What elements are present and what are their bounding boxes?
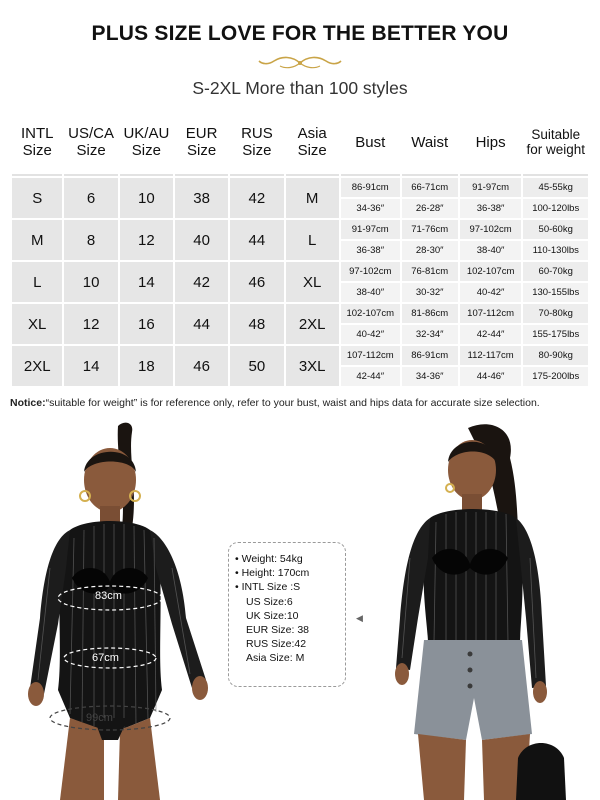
cell-bust-cm: 102-107cm	[341, 304, 400, 323]
cell-eur: 42	[175, 262, 228, 302]
cell-intl: S	[12, 178, 62, 218]
notice-text	[10, 397, 595, 409]
cell-us: 10	[64, 262, 117, 302]
model-asia-size: Asia Size: M	[246, 652, 305, 665]
cell-weight-kg: 70-80kg	[523, 304, 588, 323]
cell-us: 12	[64, 304, 117, 344]
cell-waist-cm: 71-76cm	[402, 220, 458, 239]
cell-intl: XL	[12, 304, 62, 344]
cell-intl: M	[12, 220, 62, 260]
cell-hips-cm: 97-102cm	[460, 220, 522, 239]
cell-waist-cm: 86-91cm	[402, 346, 458, 365]
cell-weight-lbs: 110-130lbs	[523, 241, 588, 260]
table-row	[12, 262, 588, 281]
cell-rus: 44	[230, 220, 283, 260]
model-height: • Height: 170cm	[235, 567, 310, 580]
header-bust: Bust	[341, 110, 400, 176]
header-ukau: UK/AU Size	[120, 110, 173, 176]
cell-weight-kg: 60-70kg	[523, 262, 588, 281]
cell-us: 6	[64, 178, 117, 218]
cell-bust-cm: 97-102cm	[341, 262, 400, 281]
table-row	[12, 220, 588, 239]
cell-weight-lbs: 100-120lbs	[523, 199, 588, 218]
model-eur-size: EUR Size: 38	[246, 624, 310, 637]
model-us-size: US Size:6	[246, 595, 293, 608]
cell-uk: 14	[120, 262, 173, 302]
pointer-arrow-icon: ◀	[356, 613, 363, 623]
header-usca: US/CA Size	[64, 110, 117, 176]
hips-measure-label: 99cm	[86, 712, 113, 724]
cell-uk: 18	[120, 346, 173, 386]
model-photo-front	[0, 418, 232, 800]
cell-bust-in: 38-40″	[341, 283, 400, 302]
model-info-box	[228, 542, 346, 687]
cell-intl: L	[12, 262, 62, 302]
cell-weight-kg: 80-90kg	[523, 346, 588, 365]
cell-eur: 46	[175, 346, 228, 386]
cell-asia: M	[286, 178, 339, 218]
model-uk-size: UK Size:10	[246, 609, 299, 622]
table-header-row	[12, 110, 588, 176]
cell-uk: 16	[120, 304, 173, 344]
header-rus: RUS Size	[230, 110, 283, 176]
header-asia: Asia Size	[286, 110, 339, 176]
cell-waist-in: 34-36″	[402, 367, 458, 386]
cell-weight-lbs: 130-155lbs	[523, 283, 588, 302]
cell-bust-cm: 107-112cm	[341, 346, 400, 365]
cell-hips-in: 42-44″	[460, 325, 522, 344]
cell-waist-in: 26-28″	[402, 199, 458, 218]
header-waist: Waist	[402, 110, 458, 176]
cell-waist-in: 30-32″	[402, 283, 458, 302]
cell-hips-in: 44-46″	[460, 367, 522, 386]
cell-bust-in: 34-36″	[341, 199, 400, 218]
cell-asia: XL	[286, 262, 339, 302]
cell-eur: 44	[175, 304, 228, 344]
cell-asia: 2XL	[286, 304, 339, 344]
table-row	[12, 346, 588, 365]
notice-label: Notice:	[10, 397, 46, 409]
cell-bust-in: 42-44″	[341, 367, 400, 386]
cell-bust-in: 36-38″	[341, 241, 400, 260]
cell-waist-cm: 66-71cm	[402, 178, 458, 197]
header-intl: INTL Size	[12, 110, 62, 176]
header-eur: EUR Size	[175, 110, 228, 176]
bust-measure-label: 83cm	[95, 590, 122, 602]
model-weight: • Weight: 54kg	[235, 553, 303, 565]
table-row	[12, 304, 588, 323]
cell-weight-lbs: 155-175lbs	[523, 325, 588, 344]
cell-intl: 2XL	[12, 346, 62, 386]
cell-waist-cm: 76-81cm	[402, 262, 458, 281]
table-row	[12, 178, 588, 197]
cell-asia: L	[286, 220, 339, 260]
cell-bust-cm: 91-97cm	[341, 220, 400, 239]
subtitle: S-2XL More than 100 styles	[192, 78, 408, 98]
cell-rus: 46	[230, 262, 283, 302]
cell-eur: 38	[175, 178, 228, 218]
cell-hips-cm: 112-117cm	[460, 346, 522, 365]
cell-us: 8	[64, 220, 117, 260]
cell-uk: 10	[120, 178, 173, 218]
page-title: PLUS SIZE LOVE FOR THE BETTER YOU	[91, 22, 509, 45]
model-photo-side	[370, 418, 600, 800]
cell-asia: 3XL	[286, 346, 339, 386]
cell-weight-kg: 50-60kg	[523, 220, 588, 239]
cell-rus: 48	[230, 304, 283, 344]
cell-hips-in: 38-40″	[460, 241, 522, 260]
cell-weight-lbs: 175-200lbs	[523, 367, 588, 386]
header-hips: Hips	[460, 110, 522, 176]
flourish-ornament	[258, 54, 342, 72]
cell-waist-cm: 81-86cm	[402, 304, 458, 323]
cell-us: 14	[64, 346, 117, 386]
header-weight: Suitable for weight	[523, 110, 588, 176]
model-rus-size: RUS Size:42	[246, 638, 307, 651]
cell-uk: 12	[120, 220, 173, 260]
cell-rus: 42	[230, 178, 283, 218]
cell-hips-cm: 107-112cm	[460, 304, 522, 323]
size-chart-table	[10, 108, 590, 388]
notice-body: “suitable for weight” is for reference only, refer to your bust, waist and hips data for accurate size selection.	[45, 397, 540, 409]
cell-weight-kg: 45-55kg	[523, 178, 588, 197]
cell-waist-in: 32-34″	[402, 325, 458, 344]
cell-hips-cm: 102-107cm	[460, 262, 522, 281]
model-intl-size: • INTL Size :S	[235, 581, 301, 594]
cell-bust-cm: 86-91cm	[341, 178, 400, 197]
waist-measure-label: 67cm	[92, 652, 119, 664]
cell-hips-cm: 91-97cm	[460, 178, 522, 197]
cell-rus: 50	[230, 346, 283, 386]
cell-hips-in: 40-42″	[460, 283, 522, 302]
cell-bust-in: 40-42″	[341, 325, 400, 344]
cell-hips-in: 36-38″	[460, 199, 522, 218]
cell-waist-in: 28-30″	[402, 241, 458, 260]
cell-eur: 40	[175, 220, 228, 260]
